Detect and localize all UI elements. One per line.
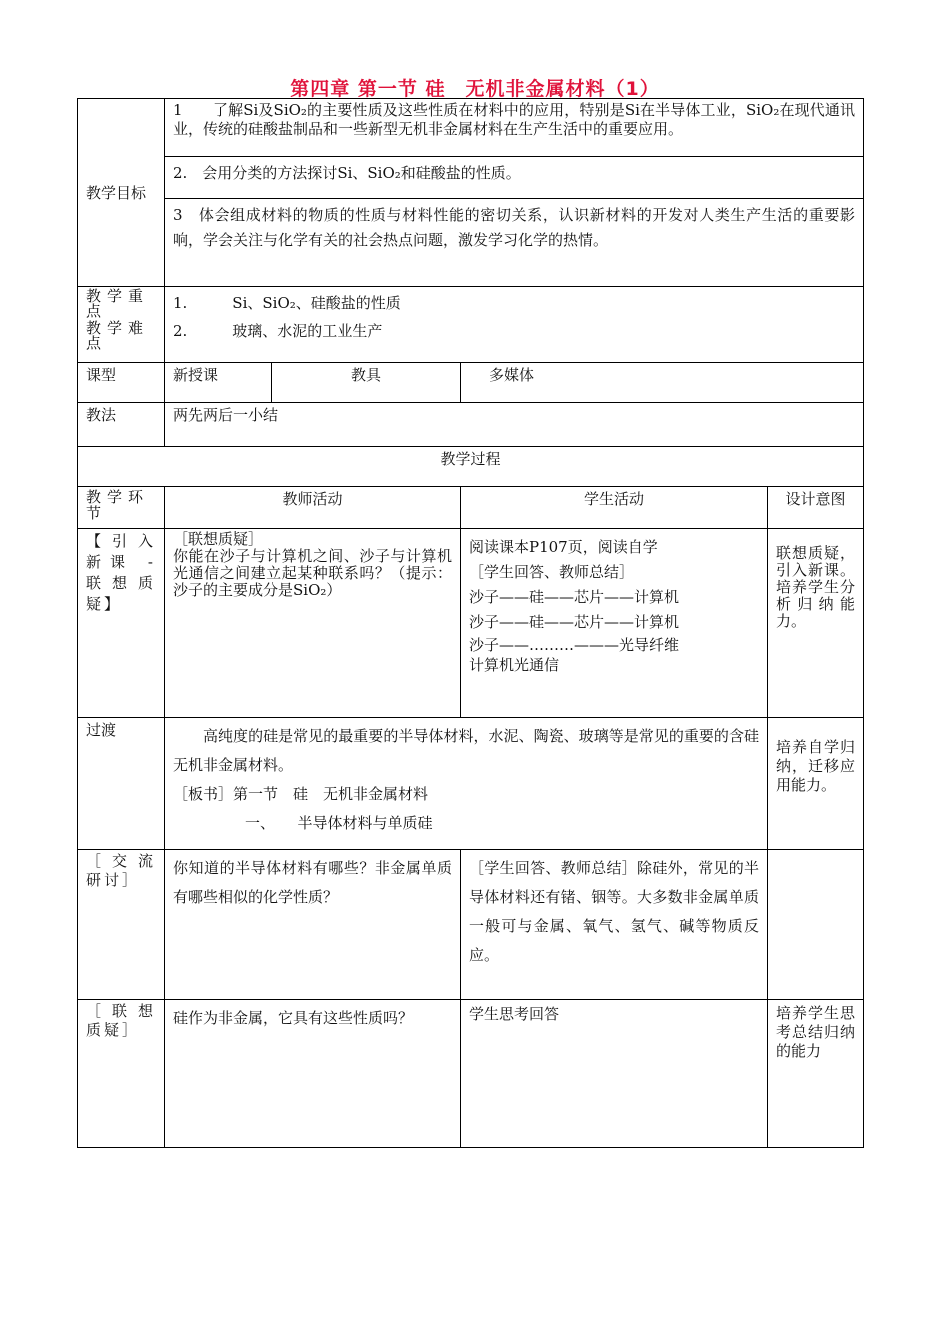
row3-teacher: 你知道的半导体材料有哪些？非金属单质有哪些相似的化学性质？ [165,850,461,1000]
row1-student-line: ［学生回答、教师总结］ [469,563,635,581]
row4-teacher: 硅作为非金属，它具有这些性质吗？ [165,1000,461,1148]
header-intent: 设计意图 [768,487,864,529]
row1-teacher [165,529,461,718]
key-points-label-2: 教学难点 [86,319,150,352]
objective-1: 1 了解Si及SiO₂的主要性质及这些性质在材料中的应用，特别是Si在半导体工业，SiO₂在现代通讯业，传统的硅酸盐制品和一些新型无机非金属材料在生产生活中的重要应用。 [165,99,864,157]
row1-student-line: 阅读课本P107页，阅读自学 [469,538,658,556]
key-points-content [165,287,864,363]
course-type-label: 课型 [78,363,165,403]
row1-intent: 联想质疑，引入新课。培养学生分析归纳能力。 [768,529,864,718]
row1-student-line: 沙子——硅——芯片——计算机 [469,613,680,631]
tools-label: 教具 [272,363,461,403]
header-student: 学生活动 [461,487,768,529]
row3-student: ［学生回答、教师总结］除硅外，常见的半导体材料还有锗、铟等。大多数非金属单质一般可与金属、氧气、氢气、碱等物质反应。 [461,850,768,1000]
row1-student-line: 沙子——硅——芯片——计算机 [469,588,680,606]
key-points-label-1: 教学重点 [86,287,150,320]
row1-student [461,529,768,718]
tools-value: 多媒体 [461,363,864,403]
row4-intent: 培养学生思考总结归纳的能力 [768,1000,864,1148]
row2-board-title: ［板书］第一节 硅 无机非金属材料 [173,785,429,803]
row1-teacher-text: 你能在沙子与计算机之间、沙子与计算机光通信之间建立起某种联系吗？（提示：沙子的主要成分是SiO₂） [173,547,452,599]
header-teacher: 教师活动 [165,487,461,529]
row4-stage: ［联想质疑］ [78,1000,165,1148]
process-title: 教学过程 [78,447,864,487]
row1-teacher-tag: ［联想质疑］ [173,530,264,548]
row2-stage: 过渡 [78,718,165,850]
row4-student: 学生思考回答 [461,1000,768,1148]
objective-2: 2. 会用分类的方法探讨Si、SiO₂和硅酸盐的性质。 [165,157,864,199]
row2-board-subtitle: 一、 半导体材料与单质硅 [245,814,433,832]
header-stage: 教学环节 [78,487,165,529]
row1-student-line: 计算机光通信 [469,656,560,674]
key-point-1: 1. Si、SiO₂、硅酸盐的性质 [173,294,401,312]
key-points-label [78,287,165,363]
row3-stage: ［交流研讨］ [78,850,165,1000]
row2-content [165,718,768,850]
course-type-value: 新授课 [165,363,272,403]
method-label: 教法 [78,403,165,447]
row2-intent: 培养自学归纳，迁移应用能力。 [768,718,864,850]
objectives-label: 教学目标 [78,99,165,287]
objective-3: 3 体会组成材料的物质的性质与材料性能的密切关系，认识新材料的开发对人类生产生活的重要影响，学会关注与化学有关的社会热点问题，激发学习化学的热情。 [165,199,864,287]
row1-stage: 【引入新课 - 联想质疑】 [78,529,165,718]
lesson-plan-table [77,98,864,1148]
document-title: 第四章 第一节 硅 无机非金属材料（1） [290,78,660,100]
row3-intent [768,850,864,1000]
row2-paragraph: 高纯度的硅是常见的最重要的半导体材料，水泥、陶瓷、玻璃等是常见的重要的含硅无机非金属材料。 [173,727,759,774]
key-point-2: 2. 玻璃、水泥的工业生产 [173,322,383,340]
row1-student-line: 沙子——………———光导纤维 [469,636,680,654]
method-value: 两先两后一小结 [165,403,864,447]
